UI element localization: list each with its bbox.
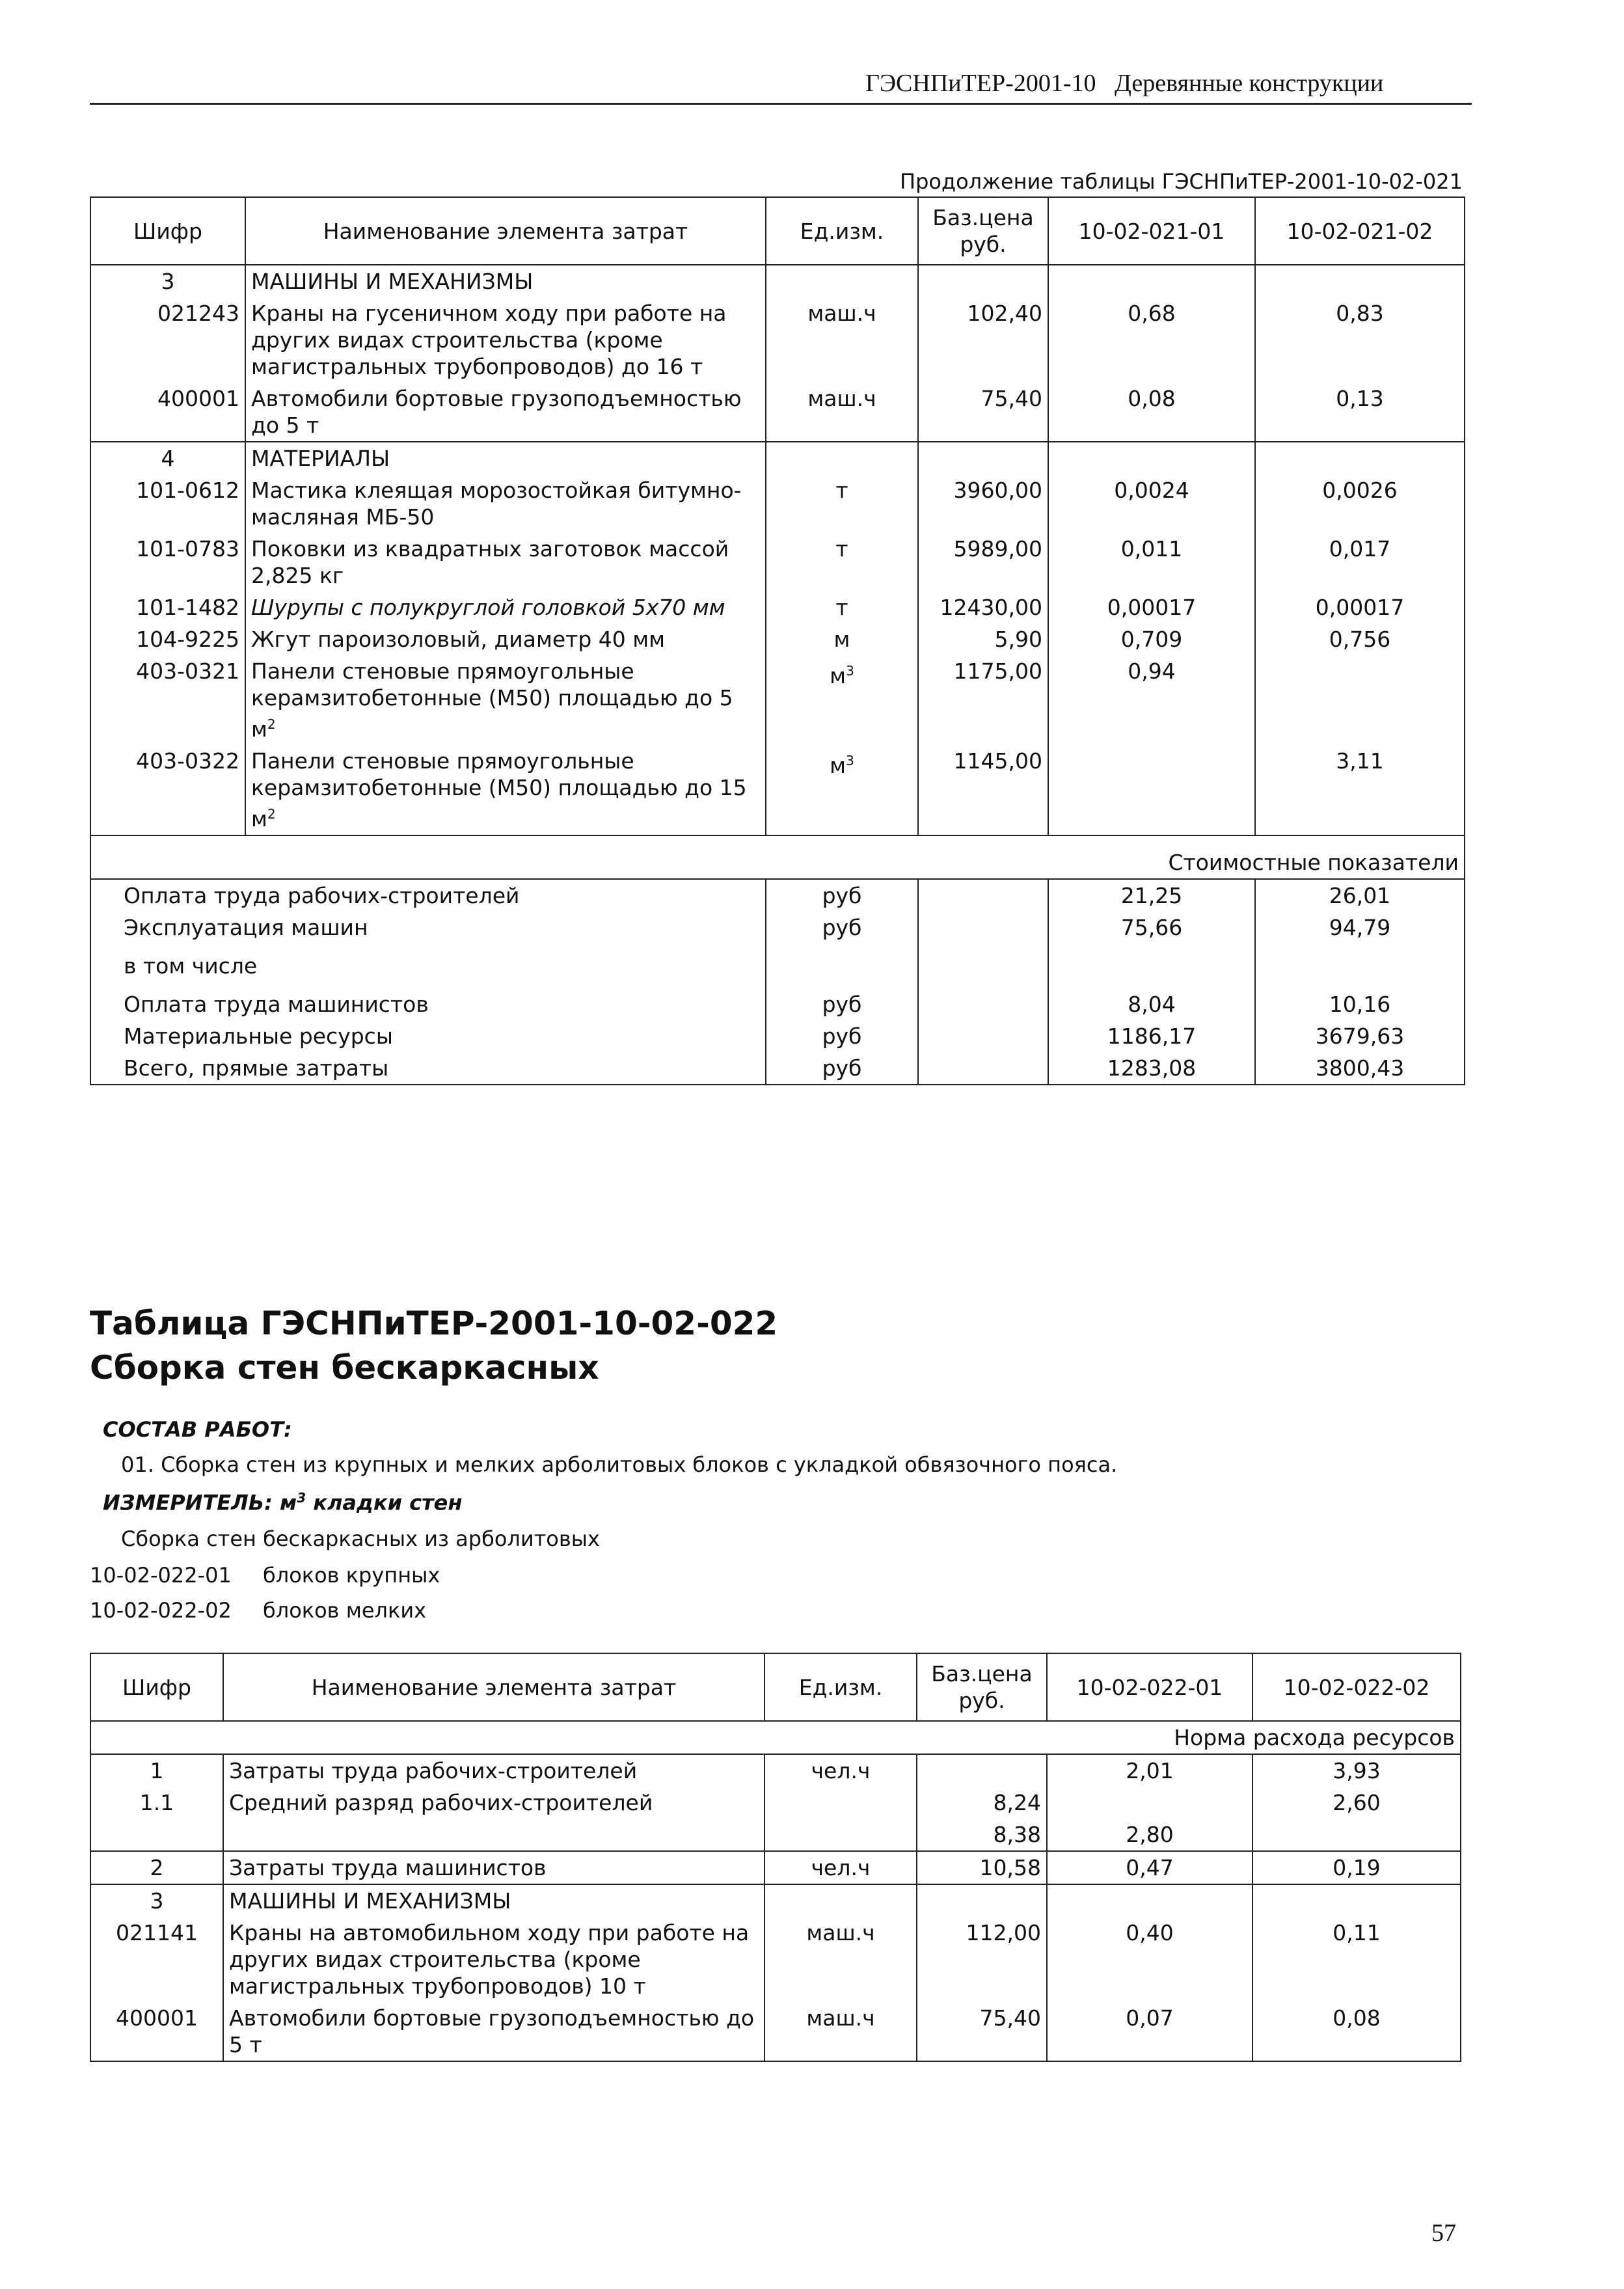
- row-price: 3960,00: [918, 474, 1048, 533]
- row-code: 101-0612: [90, 474, 245, 533]
- col-header-name: Наименование элемента затрат: [223, 1653, 765, 1721]
- table2-title: [90, 1301, 778, 1390]
- cost-name: Оплата труда рабочих-строителей: [90, 879, 766, 912]
- izmeritel-sup: 3: [297, 1490, 306, 1506]
- section-title: МАШИНЫ И МЕХАНИЗМЫ: [245, 265, 766, 297]
- row-name: Краны на автомобильном ходу при работе на других видах строительства (кроме магистральных трубопроводов) 10 т: [223, 1917, 765, 2002]
- table2: [90, 1653, 1461, 2062]
- row-price: 8,24: [917, 1787, 1047, 1819]
- col-header-name: Наименование элемента затрат: [245, 197, 766, 265]
- section-row-materials: [90, 442, 1465, 474]
- row-code: 400001: [90, 2002, 223, 2061]
- table-row: [90, 655, 1465, 745]
- table-row: [90, 1754, 1461, 1787]
- table-row: [90, 2002, 1461, 2061]
- col-header-unit: Ед.изм.: [765, 1653, 917, 1721]
- row-unit: $м^3$: [766, 745, 918, 835]
- row-name: Затраты труда рабочих-строителей: [223, 1754, 765, 1787]
- row-v2: [1255, 655, 1465, 745]
- cost-row: [90, 1052, 1465, 1085]
- norm-header: Норма расхода ресурсов: [90, 1721, 1461, 1754]
- section-num: 3: [90, 265, 245, 297]
- row-v1: 0,94: [1048, 655, 1255, 745]
- row-v2: 0,83: [1255, 297, 1465, 383]
- row-price: 75,40: [918, 383, 1048, 442]
- table2-title-line2: Сборка стен бескаркасных: [90, 1349, 599, 1387]
- cost-row: [90, 912, 1465, 943]
- col-header-unit: Ед.изм.: [766, 197, 918, 265]
- cost-unit: руб: [766, 1052, 918, 1085]
- row-code: 400001: [90, 383, 245, 442]
- row-name: Автомобили бортовые грузоподъемностью до 5 т: [223, 2002, 765, 2061]
- row-v1: 0,00017: [1048, 591, 1255, 623]
- cost-unit: руб: [766, 1020, 918, 1052]
- cost-row: [90, 982, 1465, 1020]
- row-name-text: Панели стеновые прямоугольные керамзитобетонные (М50) площадью до 5 м: [251, 658, 733, 742]
- row-name: Краны на гусеничном ходу при работе на других видах строительства (кроме магистральных трубопроводов) до 16 т: [245, 297, 766, 383]
- sup-2: 2: [267, 806, 276, 822]
- cost-v2: 10,16: [1255, 982, 1465, 1020]
- row-price: 1145,00: [918, 745, 1048, 835]
- row-code: 403-0321: [90, 655, 245, 745]
- row-v2: 0,756: [1255, 623, 1465, 655]
- col-header-price: Баз.цена руб.: [918, 197, 1048, 265]
- cost-v2: 3800,43: [1255, 1052, 1465, 1085]
- row-code: 1.1: [90, 1787, 223, 1819]
- row-v2: 3,11: [1255, 745, 1465, 835]
- row-code: 2: [90, 1851, 223, 1884]
- table-row: [90, 623, 1465, 655]
- table-row: [90, 591, 1465, 623]
- variants-description: Сборка стен бескаркасных из арболитовых: [121, 1526, 600, 1551]
- row-code: 101-1482: [90, 591, 245, 623]
- izmeritel-unit: м: [280, 1490, 297, 1515]
- izmeritel-value: кладки стен: [306, 1490, 463, 1515]
- row-v1: 2,01: [1047, 1754, 1252, 1787]
- row-name: Шурупы с полукруглой головкой 5х70 мм: [245, 591, 766, 623]
- row-v1: [1047, 1787, 1252, 1819]
- row-price: 75,40: [917, 2002, 1047, 2061]
- page-number: 57: [1431, 2219, 1456, 2247]
- col-header-v1: 10-02-021-01: [1048, 197, 1255, 265]
- col-header-v2: 10-02-022-02: [1252, 1653, 1461, 1721]
- row-code: 403-0322: [90, 745, 245, 835]
- table1-continuation: Продолжение таблицы ГЭСНПиТЕР-2001-10-02-021: [900, 169, 1463, 194]
- row-unit: маш.ч: [765, 1917, 917, 2002]
- col-header-v2: 10-02-021-02: [1255, 197, 1465, 265]
- cost-v1: 1186,17: [1048, 1020, 1255, 1052]
- section-num: 3: [90, 1884, 223, 1917]
- cost-row: [90, 1020, 1465, 1052]
- row-v1: 0,709: [1048, 623, 1255, 655]
- row-code: 101-0783: [90, 533, 245, 591]
- row-unit: чел.ч: [765, 1851, 917, 1884]
- variant-name: блоков крупных: [263, 1563, 440, 1588]
- cost-name: Эксплуатация машин: [90, 912, 766, 943]
- row-price: 102,40: [918, 297, 1048, 383]
- cost-v2: 26,01: [1255, 879, 1465, 912]
- cost-name: Всего, прямые затраты: [90, 1052, 766, 1085]
- table2-header-row: [90, 1653, 1461, 1721]
- row-name: [245, 745, 766, 835]
- sup-2: 2: [267, 716, 276, 732]
- row-v2: 0,11: [1252, 1917, 1461, 2002]
- cost-v1: 8,04: [1048, 982, 1255, 1020]
- cost-v2: 3679,63: [1255, 1020, 1465, 1052]
- row-code: 104-9225: [90, 623, 245, 655]
- cost-header: Стоимостные показатели: [90, 835, 1465, 879]
- row-name: [245, 655, 766, 745]
- section-row-machines: [90, 1884, 1461, 1917]
- row-price: 112,00: [917, 1917, 1047, 2002]
- row-unit: м: [766, 623, 918, 655]
- sostav-label: СОСТАВ РАБОТ:: [103, 1417, 292, 1442]
- row-unit: т: [766, 533, 918, 591]
- operation-text: 01. Сборка стен из крупных и мелких арболитовых блоков с укладкой обвязочного пояса.: [121, 1452, 1118, 1477]
- col-header-v1: 10-02-022-01: [1047, 1653, 1252, 1721]
- row-unit: [765, 1787, 917, 1819]
- row-v1: 0,07: [1047, 2002, 1252, 2061]
- norm-header-row: [90, 1721, 1461, 1754]
- row-name: Мастика клеящая морозостойкая битумно-масляная МБ-50: [245, 474, 766, 533]
- cost-unit: руб: [766, 879, 918, 912]
- header-code: ГЭСНПиТЕР-2001-10: [865, 70, 1096, 97]
- table-row: [90, 474, 1465, 533]
- section-row-machines: [90, 265, 1465, 297]
- row-price: 5,90: [918, 623, 1048, 655]
- row-price: 10,58: [917, 1851, 1047, 1884]
- cost-name: Оплата труда машинистов: [90, 982, 766, 1020]
- col-header-price: Баз.цена руб.: [917, 1653, 1047, 1721]
- row-v2: 0,0026: [1255, 474, 1465, 533]
- row-name: Затраты труда машинистов: [223, 1851, 765, 1884]
- table2-title-line1: Таблица ГЭСНПиТЕР-2001-10-02-022: [90, 1305, 778, 1342]
- row-v2: 0,08: [1252, 2002, 1461, 2061]
- running-header: [865, 69, 1383, 98]
- col-header-code: Шифр: [90, 197, 245, 265]
- section-title: МАШИНЫ И МЕХАНИЗМЫ: [223, 1884, 765, 1917]
- row-unit: $м^3$: [766, 655, 918, 745]
- cost-v1: 1283,08: [1048, 1052, 1255, 1085]
- cost-v1: 21,25: [1048, 879, 1255, 912]
- variant-code: 10-02-022-02: [90, 1598, 232, 1623]
- table-row: [90, 1787, 1461, 1819]
- izmeritel-label: ИЗМЕРИТЕЛЬ:: [103, 1490, 273, 1515]
- row-v1: 0,011: [1048, 533, 1255, 591]
- row-name: Поковки из квадратных заготовок массой 2,825 кг: [245, 533, 766, 591]
- row-code: 1: [90, 1754, 223, 1787]
- cost-row: [90, 879, 1465, 912]
- row-v1: 0,47: [1047, 1851, 1252, 1884]
- section-title: МАТЕРИАЛЫ: [245, 442, 766, 474]
- cost-v2: 94,79: [1255, 912, 1465, 943]
- table-row: [90, 1851, 1461, 1884]
- sup-3: 3: [846, 753, 854, 768]
- row-unit: маш.ч: [766, 383, 918, 442]
- row-unit: чел.ч: [765, 1754, 917, 1787]
- row-code: 021141: [90, 1917, 223, 2002]
- cost-v1: 75,66: [1048, 912, 1255, 943]
- row-unit: маш.ч: [765, 2002, 917, 2061]
- table-row: [90, 383, 1465, 442]
- row-unit: т: [766, 591, 918, 623]
- row-v2: 0,00017: [1255, 591, 1465, 623]
- row-price: 5989,00: [918, 533, 1048, 591]
- table1: [90, 196, 1465, 1085]
- row-unit: т: [766, 474, 918, 533]
- row-price: 8,38: [917, 1819, 1047, 1851]
- variant-name: блоков мелких: [263, 1598, 427, 1623]
- row-name: Жгут пароизоловый, диаметр 40 мм: [245, 623, 766, 655]
- row-v2: 2,60: [1252, 1787, 1461, 1819]
- cost-header-row: [90, 835, 1465, 879]
- cost-unit: руб: [766, 982, 918, 1020]
- row-v2: 0,19: [1252, 1851, 1461, 1884]
- sup-3: 3: [846, 663, 854, 679]
- table-row: [90, 533, 1465, 591]
- table-row: [90, 1917, 1461, 2002]
- cost-row: [90, 943, 1465, 982]
- col-header-code: Шифр: [90, 1653, 223, 1721]
- row-v2: 0,13: [1255, 383, 1465, 442]
- row-v1: 2,80: [1047, 1819, 1252, 1851]
- row-v1: [1048, 745, 1255, 835]
- row-code: 021243: [90, 297, 245, 383]
- row-v1: 0,40: [1047, 1917, 1252, 2002]
- cost-name: Материальные ресурсы: [90, 1020, 766, 1052]
- table-row: [90, 1819, 1461, 1851]
- variant-code: 10-02-022-01: [90, 1563, 232, 1588]
- row-unit: маш.ч: [766, 297, 918, 383]
- row-price: 12430,00: [918, 591, 1048, 623]
- table-row: [90, 297, 1465, 383]
- section-num: 4: [90, 442, 245, 474]
- row-v2: 3,93: [1252, 1754, 1461, 1787]
- izmeritel: [103, 1490, 462, 1515]
- cost-name: в том числе: [90, 943, 766, 982]
- row-v1: 0,0024: [1048, 474, 1255, 533]
- row-price: 1175,00: [918, 655, 1048, 745]
- header-rule: [90, 103, 1472, 105]
- row-name: Автомобили бортовые грузоподъемностью до 5 т: [245, 383, 766, 442]
- header-section: Деревянные конструкции: [1115, 70, 1384, 97]
- cost-unit: руб: [766, 912, 918, 943]
- row-name-text: Панели стеновые прямоугольные керамзитобетонные (М50) площадью до 15 м: [251, 748, 747, 832]
- row-price: [917, 1754, 1047, 1787]
- row-v1: 0,08: [1048, 383, 1255, 442]
- row-name: Средний разряд рабочих-строителей: [223, 1787, 765, 1819]
- row-v2: 0,017: [1255, 533, 1465, 591]
- row-v1: 0,68: [1048, 297, 1255, 383]
- table1-header-row: [90, 197, 1465, 265]
- table-row: [90, 745, 1465, 835]
